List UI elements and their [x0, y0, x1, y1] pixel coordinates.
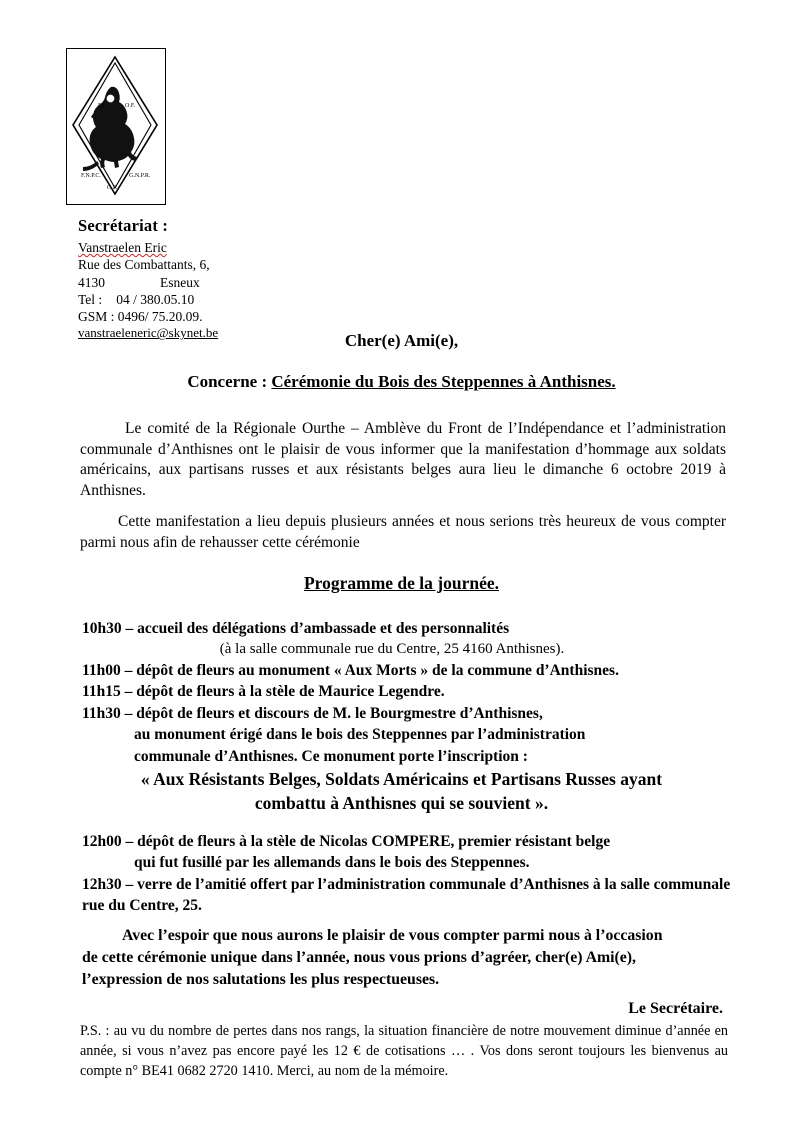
schedule-cont-1b: communale rue du Centre, 25. [82, 875, 731, 915]
schedule-list-afternoon [82, 831, 742, 917]
closing-line-1-text: Avec l’espoir que nous aurons le plaisir de vous compter parmi nous à l’occasion [122, 927, 663, 944]
monument-inscription [0, 768, 803, 815]
secretariat-surname: Vanstraelen Eric [78, 240, 167, 256]
inscription-line-2: combattu à Anthisnes qui se souvient ». [254, 792, 549, 813]
secretariat-street: Rue des Combattants, 6, [78, 257, 210, 273]
svg-text:O.F.: O.F. [125, 103, 136, 109]
schedule-time: 12h30 [82, 875, 122, 893]
salutation: Cher(e) Ami(e), [344, 331, 459, 350]
secretariat-gsm: GSM : 0496/ 75.20.09. [78, 309, 203, 325]
paragraph-1-text: Le comité de la Régionale Ourthe – Amblève du Front de l’Indépendance et l’administration communale d’Anthisnes ont le plaisir de vous informer que la manifestation d’hommage aux soldats américains, aux partisans russes et aux résistants belges aura lieu le dimanche 6 octobre 2019 à Anthisnes. [80, 420, 726, 499]
closing-line-3: l’expression de nos salutations les plus respectueuses. [82, 970, 440, 988]
closing-line-1 [82, 925, 728, 947]
svg-text:O.F.: O.F. [107, 185, 118, 191]
schedule-text: – dépôt de fleurs au monument « Aux Morts » de la commune d’Anthisnes. [124, 662, 619, 680]
schedule-time: 10h30 [82, 620, 122, 637]
secretariat-tel-line [78, 291, 378, 308]
schedule-cont-1: au monument érigé dans le bois des Steppennes par l’administration [134, 726, 586, 744]
paragraph-2 [80, 512, 726, 553]
secretariat-postcode: 4130 [78, 274, 105, 290]
secretariat-block [78, 215, 378, 342]
schedule-cont-2: communale d’Anthisnes. Ce monument porte l’inscription : [134, 747, 528, 765]
svg-text:F.N.P.C.: F.N.P.C. [81, 173, 101, 179]
schedule-text: – accueil des délégations d’ambassade et des personnalités [125, 620, 510, 637]
schedule-sub: (à la salle communale rue du Centre, 25 4160 Anthisnes). [219, 641, 565, 658]
programme-title [0, 573, 803, 594]
schedule-item [82, 618, 742, 660]
schedule-time: 11h00 [82, 662, 121, 680]
secretariat-email[interactable]: vanstraeleneric@skynet.be [78, 325, 219, 341]
secretariat-tel-label: Tel : [78, 291, 103, 307]
schedule-time: 11h30 [82, 704, 121, 722]
svg-text:F.I.: F.I. [98, 103, 106, 109]
organization-logo [66, 48, 166, 205]
schedule-item [82, 874, 742, 917]
subject-line [0, 372, 803, 392]
svg-text:G.N.P.R.: G.N.P.R. [129, 173, 151, 179]
schedule-text: – verre de l’amitié offert par l’administration communale d’Anthisnes à la salle [125, 875, 650, 893]
secretariat-title: Secrétariat : [78, 216, 169, 235]
inscription-line-1: « Aux Résistants Belges, Soldats Américains et Partisans Russes ayant [140, 769, 663, 789]
paragraph-1 [80, 419, 726, 501]
secretariat-city-line [78, 274, 378, 291]
schedule-list [82, 618, 742, 767]
schedule-cont-1: qui fut fusillé par les allemands dans le bois des Steppennes. [134, 854, 530, 872]
schedule-text: – dépôt de fleurs et discours de M. le Bourgmestre d’Anthisnes, [124, 704, 543, 722]
secretariat-tel: 04 / 380.05.10 [116, 291, 195, 307]
fi-lion-emblem-icon [67, 49, 163, 202]
postscript: P.S. : au vu du nombre de pertes dans nos rangs, la situation financière de notre mouvement diminue d’année en année, si vous n’avez pas encore payé les 12 € de cotisations … . Vos dons seront toujours les bienvenus au compte n° BE41 0682 2720 1410. Merci, au nom de la mémoire. [80, 1023, 728, 1080]
schedule-time: 11h15 [82, 683, 121, 701]
schedule-time: 12h00 [82, 833, 122, 850]
closing-line-2: de cette cérémonie unique dans l’année, nous vous prions d’agréer, cher(e) Ami(e), [82, 948, 637, 966]
schedule-item [82, 660, 742, 681]
schedule-text: – dépôt de fleurs à la stèle de Maurice Legendre. [124, 683, 445, 701]
subject-label: Concerne : [187, 372, 268, 391]
subject-text: Cérémonie du Bois des Steppennes à Anthisnes. [271, 372, 616, 391]
signature: Le Secrétaire. [628, 1000, 723, 1017]
programme-title-text: Programme de la journée. [303, 573, 500, 593]
paragraph-2-text: Cette manifestation a lieu depuis plusieurs années et nous serions très heureux de vous compter parmi nous afin de rehausser cette cérémonie [80, 513, 726, 551]
closing-paragraph [82, 925, 728, 990]
secretariat-city: Esneux [160, 274, 200, 290]
schedule-text: – dépôt de fleurs à la stèle de Nicolas COMPERE, premier résistant belge [125, 833, 611, 850]
secretariat-name [78, 239, 378, 256]
schedule-item [82, 831, 742, 874]
schedule-item [82, 681, 742, 702]
schedule-item [82, 703, 742, 767]
